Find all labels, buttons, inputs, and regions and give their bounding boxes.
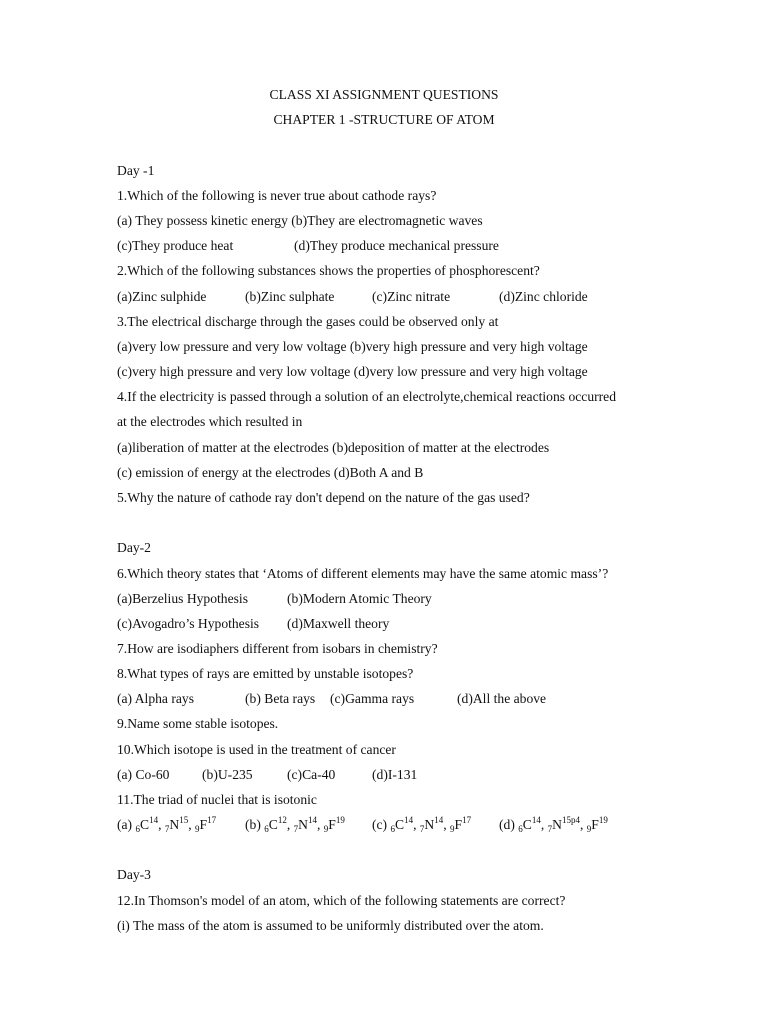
option-line: (a) They possess kinetic energy (b)They are electromagnetic waves bbox=[117, 213, 483, 228]
nuclide-symbol: $_9F^{19}$ bbox=[323, 815, 345, 834]
nuclide-symbol: $_7N^{15p4}$ bbox=[547, 815, 580, 834]
day-label: Day -1 bbox=[117, 163, 155, 178]
option-c: (c)Ca-40 bbox=[287, 767, 336, 782]
option-label: (b) bbox=[245, 817, 265, 832]
question-text: 4.If the electricity is passed through a solution of an electrolyte,chemical reactions occurred bbox=[117, 389, 616, 404]
option-c: (c)They produce heat bbox=[117, 238, 234, 253]
nuclide-option-c: (c) $_6C^{14}$, $_7N^{14}$, $_9F^{17}$ bbox=[372, 815, 472, 834]
nuclide-option-a: (a) $_6C^{14}$, $_7N^{15}$, $_9F^{17}$ bbox=[117, 815, 217, 834]
nuclide-symbol: $_7N^{15}$ bbox=[164, 815, 189, 834]
question-text: 5.Why the nature of cathode ray don't depend on the nature of the gas used? bbox=[117, 490, 530, 505]
option-b: (b) Beta rays bbox=[245, 691, 316, 706]
nuclide-option-b: (b) $_6C^{12}$, $_7N^{14}$, $_9F^{19}$ bbox=[245, 815, 345, 834]
nuclide-symbol: $_7N^{14}$ bbox=[293, 815, 317, 834]
option-a: (a) Co-60 bbox=[117, 767, 170, 782]
option-line: (a)liberation of matter at the electrodes (b)deposition of matter at the electrodes bbox=[117, 440, 550, 455]
option-d: (d)I-131 bbox=[372, 767, 418, 782]
option-label: (d) bbox=[499, 817, 519, 832]
option-a: (a)Berzelius Hypothesis bbox=[117, 591, 248, 606]
option-c: (c)Avogadro’s Hypothesis bbox=[117, 616, 260, 631]
nuclide-symbol: $_6C^{14}$ bbox=[135, 815, 159, 834]
option-d: (d)All the above bbox=[457, 691, 547, 706]
question-text: 6.Which theory states that ‘Atoms of different elements may have the same atomic mass’? bbox=[117, 566, 609, 581]
option-line: (c) emission of energy at the electrodes (d)Both A and B bbox=[117, 465, 424, 480]
option-label: (c) bbox=[372, 817, 391, 832]
question-text: 1.Which of the following is never true about cathode rays? bbox=[117, 188, 437, 203]
option-c: (c)Gamma rays bbox=[330, 691, 415, 706]
nuclide-option-d: (d) $_6C^{14}$, $_7N^{15p4}$, $_9F^{19}$ bbox=[499, 815, 608, 834]
question-text: 8.What types of rays are emitted by unstable isotopes? bbox=[117, 666, 414, 681]
question-text: 2.Which of the following substances shows the properties of phosphorescent? bbox=[117, 263, 540, 278]
option-b: (b)Modern Atomic Theory bbox=[287, 591, 432, 606]
statement-i: (i) The mass of the atom is assumed to be uniformly distributed over the atom. bbox=[117, 918, 544, 933]
nuclide-symbol: $_9F^{17}$ bbox=[195, 815, 217, 834]
option-d: (d)Zinc chloride bbox=[499, 289, 588, 304]
question-text: 3.The electrical discharge through the gases could be observed only at bbox=[117, 314, 499, 329]
option-b: (b)Zinc sulphate bbox=[245, 289, 335, 304]
question-text: 12.In Thomson's model of an atom, which of the following statements are correct? bbox=[117, 893, 566, 908]
question-text: 7.How are isodiaphers different from isobars in chemistry? bbox=[117, 641, 438, 656]
nuclide-symbol: $_6C^{14}$ bbox=[390, 815, 414, 834]
option-c: (c)Zinc nitrate bbox=[372, 289, 451, 304]
nuclide-symbol: $_6C^{14}$ bbox=[518, 815, 541, 834]
option-line: (c)very high pressure and very low voltage (d)very low pressure and very high voltage bbox=[117, 364, 588, 379]
nuclide-symbol: $_9F^{19}$ bbox=[586, 815, 608, 834]
option-a: (a)Zinc sulphide bbox=[117, 289, 207, 304]
chapter-title: CHAPTER 1 -STRUCTURE OF ATOM bbox=[273, 112, 495, 127]
day-label: Day-2 bbox=[117, 540, 151, 555]
option-a: (a) Alpha rays bbox=[117, 691, 195, 706]
nuclide-symbol: $_9F^{17}$ bbox=[450, 815, 472, 834]
option-d: (d)They produce mechanical pressure bbox=[294, 238, 499, 253]
option-b: (b)U-235 bbox=[202, 767, 253, 782]
question-text: 10.Which isotope is used in the treatment of cancer bbox=[117, 742, 396, 757]
option-line: (a)very low pressure and very low voltage (b)very high pressure and very high voltage bbox=[117, 339, 588, 354]
nuclide-symbol: $_7N^{14}$ bbox=[419, 815, 444, 834]
option-d: (d)Maxwell theory bbox=[287, 616, 390, 631]
option-label: (a) bbox=[117, 817, 136, 832]
question-text: at the electrodes which resulted in bbox=[117, 414, 303, 429]
day-label: Day-3 bbox=[117, 867, 151, 882]
document-title: CLASS XI ASSIGNMENT QUESTIONS bbox=[269, 87, 499, 102]
nuclide-symbol: $_6C^{12}$ bbox=[264, 815, 287, 834]
question-text: 9.Name some stable isotopes. bbox=[117, 716, 279, 731]
question-text: 11.The triad of nuclei that is isotonic bbox=[117, 792, 317, 807]
